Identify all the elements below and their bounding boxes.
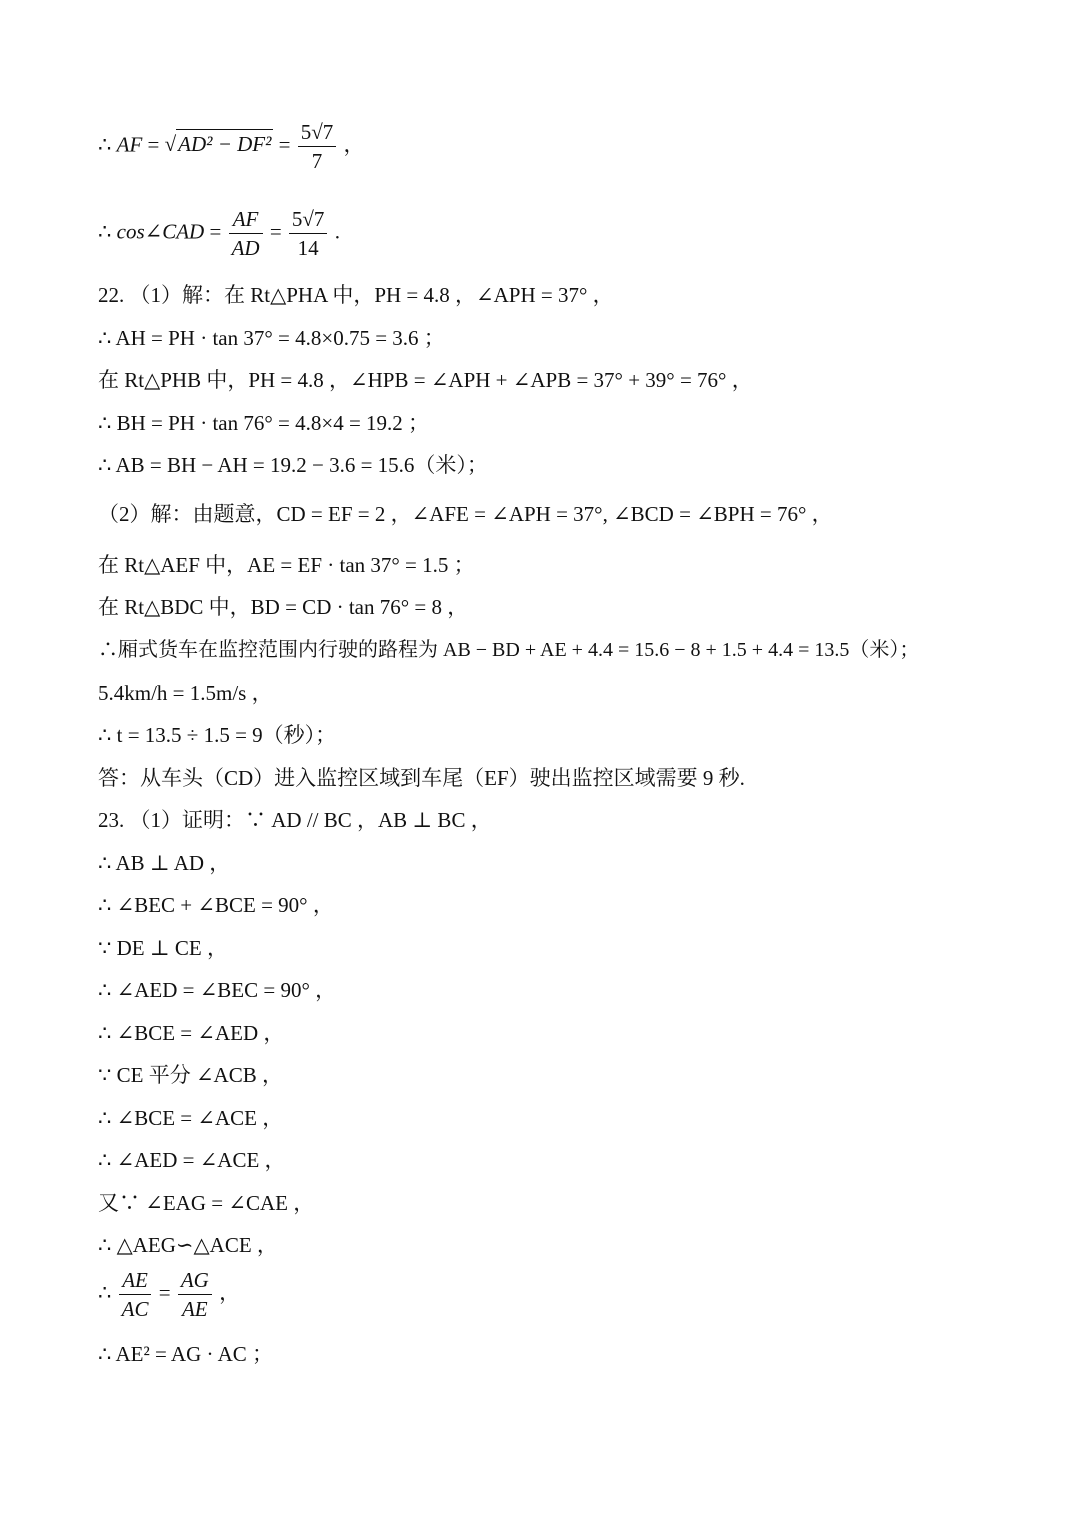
solution-line: 在 Rt△AEF 中，AE = EF · tan 37° = 1.5 ； — [98, 553, 475, 577]
fraction-ag-ae — [178, 1266, 212, 1323]
therefore-symbol: ∴ — [98, 132, 112, 157]
fraction-denominator: AC — [121, 1297, 149, 1321]
equation-cos-cad — [98, 205, 340, 262]
solution-line: ∴ ∠BCE = ∠AED ， — [98, 1021, 285, 1045]
solution-line: ∴ △AEG∽△ACE ， — [98, 1233, 278, 1257]
eq-sign-2: = — [269, 219, 282, 244]
solution-line: ∵ DE ⊥ CE ， — [98, 936, 228, 960]
fraction-numerator: 5√7 — [298, 118, 337, 147]
eq-sign: = — [158, 1280, 171, 1305]
sqrt-body: AD² − DF² — [176, 129, 273, 158]
eq-sign: = — [147, 132, 160, 157]
solution-line: 5.4km/h = 1.5m/s ， — [98, 681, 273, 705]
solution-line: ∴ BH = PH · tan 76° = 4.8×4 = 19.2 ； — [98, 411, 430, 435]
eq-sign-2: = — [278, 132, 291, 157]
punctuation: ， — [343, 132, 365, 157]
solution-line: ∴ ∠AED = ∠BEC = 90° ， — [98, 978, 337, 1002]
punctuation: . — [334, 219, 340, 244]
equation-ratio — [98, 1266, 240, 1323]
therefore-symbol: ∴ — [98, 219, 112, 244]
solution-line: 答：从车头（CD）进入监控区域到车尾（EF）驶出监控区域需要 9 秒. — [98, 766, 745, 790]
solution-line: （2）解：由题意，CD = EF = 2 ，∠AFE = ∠APH = 37°, ∠BCD = ∠BPH = 76° ， — [98, 502, 833, 526]
therefore-symbol: ∴ — [98, 1280, 112, 1305]
fraction-numerator: 5√7 — [289, 205, 328, 234]
solution-line: ∴ AB ⊥ AD ， — [98, 851, 231, 875]
fraction-denominator: 7 — [311, 149, 323, 173]
solution-line: 22. （1）解：在 Rt△PHA 中，PH = 4.8 ，∠APH = 37° ， — [98, 283, 614, 307]
fraction-numerator: AF — [229, 205, 263, 234]
solution-line: ∴ AH = PH · tan 37° = 4.8×0.75 = 3.6 ； — [98, 326, 445, 350]
fraction-denominator: AD — [231, 236, 260, 260]
eq-sign: = — [209, 219, 222, 244]
fraction-numerator: AG — [178, 1266, 212, 1295]
punctuation: ， — [219, 1280, 241, 1305]
solution-line: ∴ ∠AED = ∠ACE ， — [98, 1148, 286, 1172]
solution-line: ∴ t = 13.5 ÷ 1.5 = 9（秒）； — [98, 723, 337, 747]
solution-line: ∴厢式货车在监控范围内行驶的路程为 AB − BD + AE + 4.4 = 15.6 − 8 + 1.5 + 4.4 = 13.5（米）； — [98, 639, 920, 661]
solution-line: ∴ AE² = AG · AC ； — [98, 1342, 274, 1366]
sqrt-expression: √AD² − DF² — [165, 129, 274, 158]
fraction-denominator: 14 — [297, 236, 319, 260]
solution-line: 在 Rt△PHB 中，PH = 4.8 ，∠HPB = ∠APH + ∠APB = 37° + 39° = 76° ， — [98, 368, 753, 392]
fraction-result — [289, 205, 328, 262]
solution-line: 又∵ ∠EAG = ∠CAE ， — [98, 1191, 315, 1215]
solution-line: 23. （1）证明：∵ AD // BC ，AB ⊥ BC ， — [98, 808, 492, 832]
fraction-af-ad — [229, 205, 263, 262]
equation-af — [98, 118, 365, 175]
solution-line: ∵ CE 平分 ∠ACB ， — [98, 1063, 283, 1087]
fraction-numerator: AE — [119, 1266, 152, 1295]
solution-line: ∴ AB = BH − AH = 19.2 − 3.6 = 15.6（米）； — [98, 453, 488, 477]
fraction-denominator: AE — [181, 1297, 208, 1321]
fraction-ae-ac — [119, 1266, 152, 1323]
solution-line: ∴ ∠BCE = ∠ACE ， — [98, 1106, 284, 1130]
eq-lhs: cos∠CAD — [116, 219, 205, 244]
solution-line: 在 Rt△BDC 中，BD = CD · tan 76° = 8 ， — [98, 595, 469, 619]
solution-line: ∴ ∠BEC + ∠BCE = 90° ， — [98, 893, 334, 917]
fraction — [298, 118, 337, 175]
eq-lhs: AF — [116, 132, 143, 157]
